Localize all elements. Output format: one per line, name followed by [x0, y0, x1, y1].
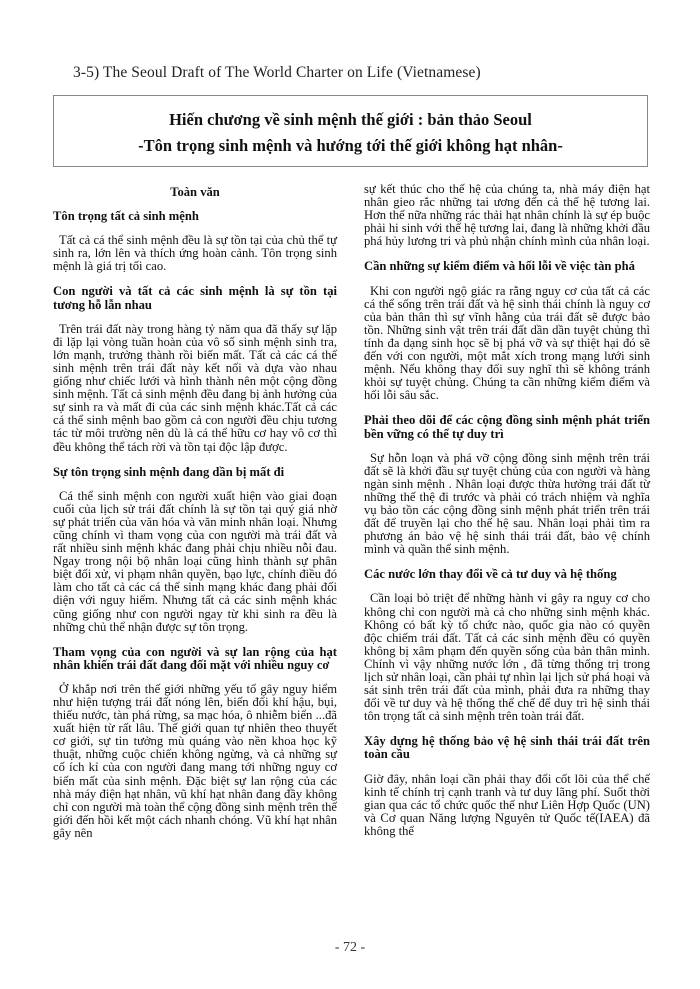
continuation-paragraph: sự kết thúc cho thế hệ của chúng ta, nhà máy điện hạt nhân gieo rắc những tai ương đến cả thế hệ tương lai. Hơn thế nữa những rác thải hạt nhân chính là sự ép buộc phải hi sinh với thế hệ tương lai, đang là những khởi đầu phá hủy lương tri và phủ nhận chính mình của nhân loại. [364, 182, 650, 249]
section-body: Ở khắp nơi trên thế giới những yếu tố gây nguy hiểm như hiện tượng trái đất nóng lên, biến đổi khí hậu, bụi, thiếu nước, tàn phá rừng, sa mạc hóa, ô nhiễm biển ...đã xuất hiện từ rất lâu. Thế giới quan tự nhiên theo thuyết cơ giới, sự tin tưởng mù quáng vào nền khoa học kỹ thuật, những cuộc chiến không ngừng, và cả những sự cố ích kỉ của con người đang mang tới những nguy cơ biến mất của sinh mệnh. Đặc biệt sự lan rộng của các nhà máy điện hạt nhân, vũ khí hạt nhân đang đầy không chỉ con người mà toàn thể cộng đồng sinh mệnh trên thế giới đến hồi kết một cách nhanh chóng. Vũ khí hạt nhân gây nên [53, 681, 337, 840]
section-heading: Con người và tất cả các sinh mệnh là sự tồn tại tương hỗ lẫn nhau [53, 284, 337, 312]
document-title: Hiến chương về sinh mệnh thế giới : bản thảo Seoul [169, 110, 532, 129]
full-text-heading: Toàn văn [170, 185, 220, 199]
right-column [364, 183, 650, 850]
section-heading: Cần những sự kiểm điểm và hối lỗi về việc tàn phá [364, 259, 635, 274]
section-heading: Xây dựng hệ thống bảo vệ hệ sinh thái trái đất trên toàn cầu [364, 734, 650, 762]
section-body: Sự hỗn loạn và phá vỡ cộng đồng sinh mệnh trên trái đất sẽ là khởi đầu sự tuyệt chủng của con người và hàng ngàn sinh mệnh . Nhân loại được thừa hưởng trái đất từ những thế thệ đi trước và phải có trách nhiệm và nghĩa vụ bảo tồn các cộng đồng sinh mệnh phát triển trên trái đất để truyền lại cho thế hệ sau. Nhân loại phải tìm ra phương án bảo vệ hệ sinh thái trái đất, bảo vệ chính mình và quần thể sinh mệnh. [364, 450, 650, 557]
page-number: - 72 - [334, 940, 366, 955]
section-body: Cần loại bỏ triệt để những hành vi gây ra nguy cơ cho không chỉ con người mà cả cho những sinh mệnh khác. Không có bất kỳ tổ chức nào, quốc gia nào có quyền độc chiếm trái đất. Tất cả các sinh mệnh đều có quyền không bị xâm phạm đến quyền sống của bản thân mình. Chính vì vậy những nước lớn , đã từng thống trị trong lịch sử nhân loại, cần phải tự nhìn lại lịch sử phá hoại và sát sinh trên trái đất của mình, phải đưa ra những thay đổi về tư duy và hệ thống thể chế để duy trì hệ sinh thái tôn trọng tất cả sinh mệnh trên toàn trái đất. [364, 591, 650, 724]
left-column [53, 186, 337, 852]
section-body: Cá thể sinh mệnh con người xuất hiện vào giai đoạn cuối của lịch sử trái đất chính là sự tồn tại quý giá nhờ sự phát triển của văn hóa và văn minh nhân loại. Nhưng cũng chính vì tham vọng của con người mà trái đất và rất nhiều sinh mệnh khác đang phải chịu nhiều nỗi đau. Ngay trong nội bộ nhân loại cũng hình thành sự phân biệt đối xử, vi phạm nhân quyền, bạo lực, chính điều đó làm cho tất cả các cá thể sinh mạng khác đang phải đối diện với nguy hiểm. Nhưng tất cả các sinh mệnh khác cũng giống như con người ngay từ khi sinh ra đều là những chủ thể nhận được sự tôn trọng. [53, 488, 337, 634]
section-label: 3-5) The Seoul Draft of The World Charter on Life (Vietnamese) [73, 64, 481, 81]
section-body: Khi con người ngộ giác ra rằng nguy cơ của tất cả các cá thể sống trên trái đất và hệ sinh thái chính là nguy cơ của bản thân thì sự vĩnh hằng của trái đất sẽ được bảo tồn. Những sinh vật trên trái đất dần dần tuyệt chủng thì tính đa dạng sinh học sẽ bị phá vỡ và sự thiệt hại đó sẽ đến với con người, một mắt xích trong mạng lưới sinh mệnh. Nếu không thay đổi suy nghĩ thì sẽ không tránh khỏi sự tuyệt chủng. Chúng ta cần những kiểm điểm và hối lỗi sâu sắc. [364, 283, 650, 403]
section-heading: Phải theo dõi để các cộng đồng sinh mệnh phát triển bền vững có thể tự duy trì [364, 413, 650, 441]
section-body: Tất cả cá thể sinh mệnh đều là sự tồn tại của chủ thể tự sinh ra, lớn lên và thích ứng hoàn cảnh. Tôn trọng sinh mệnh là giá trị tối cao. [53, 233, 337, 274]
section-heading: Tham vọng của con người và sự lan rộng của hạt nhân khiến trái đất đang đối mặt với nhiều nguy cơ [53, 644, 337, 672]
title-box [53, 95, 648, 167]
section-heading: Sự tôn trọng sinh mệnh đang dần bị mất đi [53, 464, 285, 479]
section-body: Giờ đây, nhân loại cần phải thay đổi cốt lõi của thể chế kinh tế chính trị cạnh tranh và tư duy lãng phí. Suốt thời gian qua các tổ chức quốc thế như Liên Hợp Quốc (UN) và Cơ quan Năng lượng Nguyên tử Quốc tế(IAEA) đã không thể [364, 771, 650, 838]
section-heading: Các nước lớn thay đổi về cả tư duy và hệ thống [364, 567, 617, 582]
section-body: Trên trái đất này trong hàng tỷ năm qua đã thấy sự lặp đi lặp lại vòng tuần hoàn của vô số sinh mệnh sinh tra, lớn mạnh, trưởng thành rồi biến mất. Tất cả các cá thể sinh mệnh trên trái đất này kết nối và dựa vào nhau giống như chiếc lưới và hình thành nên một cộng đồng sinh mệnh. Tất cả sinh mệnh đều đang bị ảnh hưởng của sự sinh ra và mất đi của các sinh mệnh khác.Tất cả các cá thể sinh mệnh bao gồm cả con người đều chịu tương tác từ môi trường nên dù là cá thể hữu cơ hay vô cơ thì đều không thể tách rời và tồn tại độc lập được. [53, 321, 337, 454]
document-subtitle: -Tôn trọng sinh mệnh và hướng tới thế giới không hạt nhân- [138, 136, 563, 155]
section-heading: Tôn trọng tất cả sinh mệnh [53, 209, 199, 224]
